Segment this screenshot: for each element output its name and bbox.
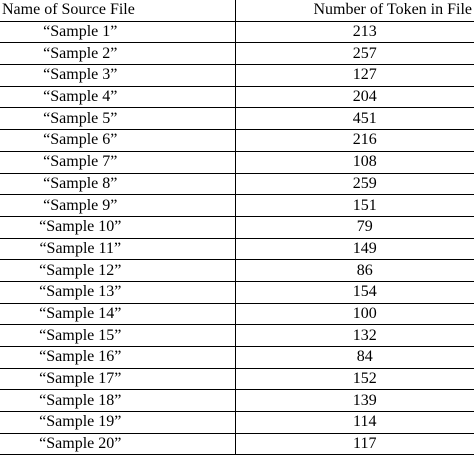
source-file-name: “Sample 17” [0,368,235,390]
source-file-name: “Sample 12” [0,260,235,282]
table-row [0,173,474,195]
source-file-name: “Sample 20” [0,433,235,455]
table-row [0,390,474,412]
token-count: 213 [235,21,474,43]
table-row [0,65,474,87]
table-row [0,43,474,65]
source-file-name: “Sample 13” [0,281,235,303]
source-file-name: “Sample 4” [0,86,235,108]
token-count: 114 [235,412,474,434]
table-row [0,130,474,152]
token-count: 79 [235,216,474,238]
token-count: 151 [235,195,474,217]
table-body [0,21,474,455]
source-file-name: “Sample 11” [0,238,235,260]
token-count: 127 [235,65,474,87]
table-row [0,368,474,390]
table-row [0,260,474,282]
token-count: 100 [235,303,474,325]
table-row [0,216,474,238]
table-row [0,238,474,260]
token-count: 84 [235,347,474,369]
source-file-name: “Sample 19” [0,412,235,434]
token-count: 149 [235,238,474,260]
source-file-name: “Sample 1” [0,21,235,43]
token-count: 117 [235,433,474,455]
token-count: 152 [235,368,474,390]
table-header-row [0,0,474,21]
token-count: 86 [235,260,474,282]
header-token-count: Number of Token in File [235,0,474,21]
source-file-name: “Sample 10” [0,216,235,238]
token-count: 216 [235,130,474,152]
token-count: 139 [235,390,474,412]
table-row [0,325,474,347]
source-file-name: “Sample 8” [0,173,235,195]
source-file-name: “Sample 5” [0,108,235,130]
source-file-name: “Sample 14” [0,303,235,325]
table-row [0,347,474,369]
token-count: 154 [235,281,474,303]
source-file-name: “Sample 15” [0,325,235,347]
table-row [0,281,474,303]
source-file-name: “Sample 7” [0,151,235,173]
header-source-file: Name of Source File [0,0,235,21]
table-row [0,412,474,434]
token-count: 108 [235,151,474,173]
table-row [0,151,474,173]
token-count: 257 [235,43,474,65]
source-file-name: “Sample 16” [0,347,235,369]
token-count: 259 [235,173,474,195]
source-file-name: “Sample 9” [0,195,235,217]
source-file-name: “Sample 18” [0,390,235,412]
token-count: 451 [235,108,474,130]
source-file-name: “Sample 6” [0,130,235,152]
source-file-name: “Sample 3” [0,65,235,87]
token-count: 132 [235,325,474,347]
table-row [0,108,474,130]
table-row [0,21,474,43]
table-row [0,195,474,217]
table-row [0,433,474,455]
token-count: 204 [235,86,474,108]
table-row [0,303,474,325]
table-row [0,86,474,108]
source-file-name: “Sample 2” [0,43,235,65]
